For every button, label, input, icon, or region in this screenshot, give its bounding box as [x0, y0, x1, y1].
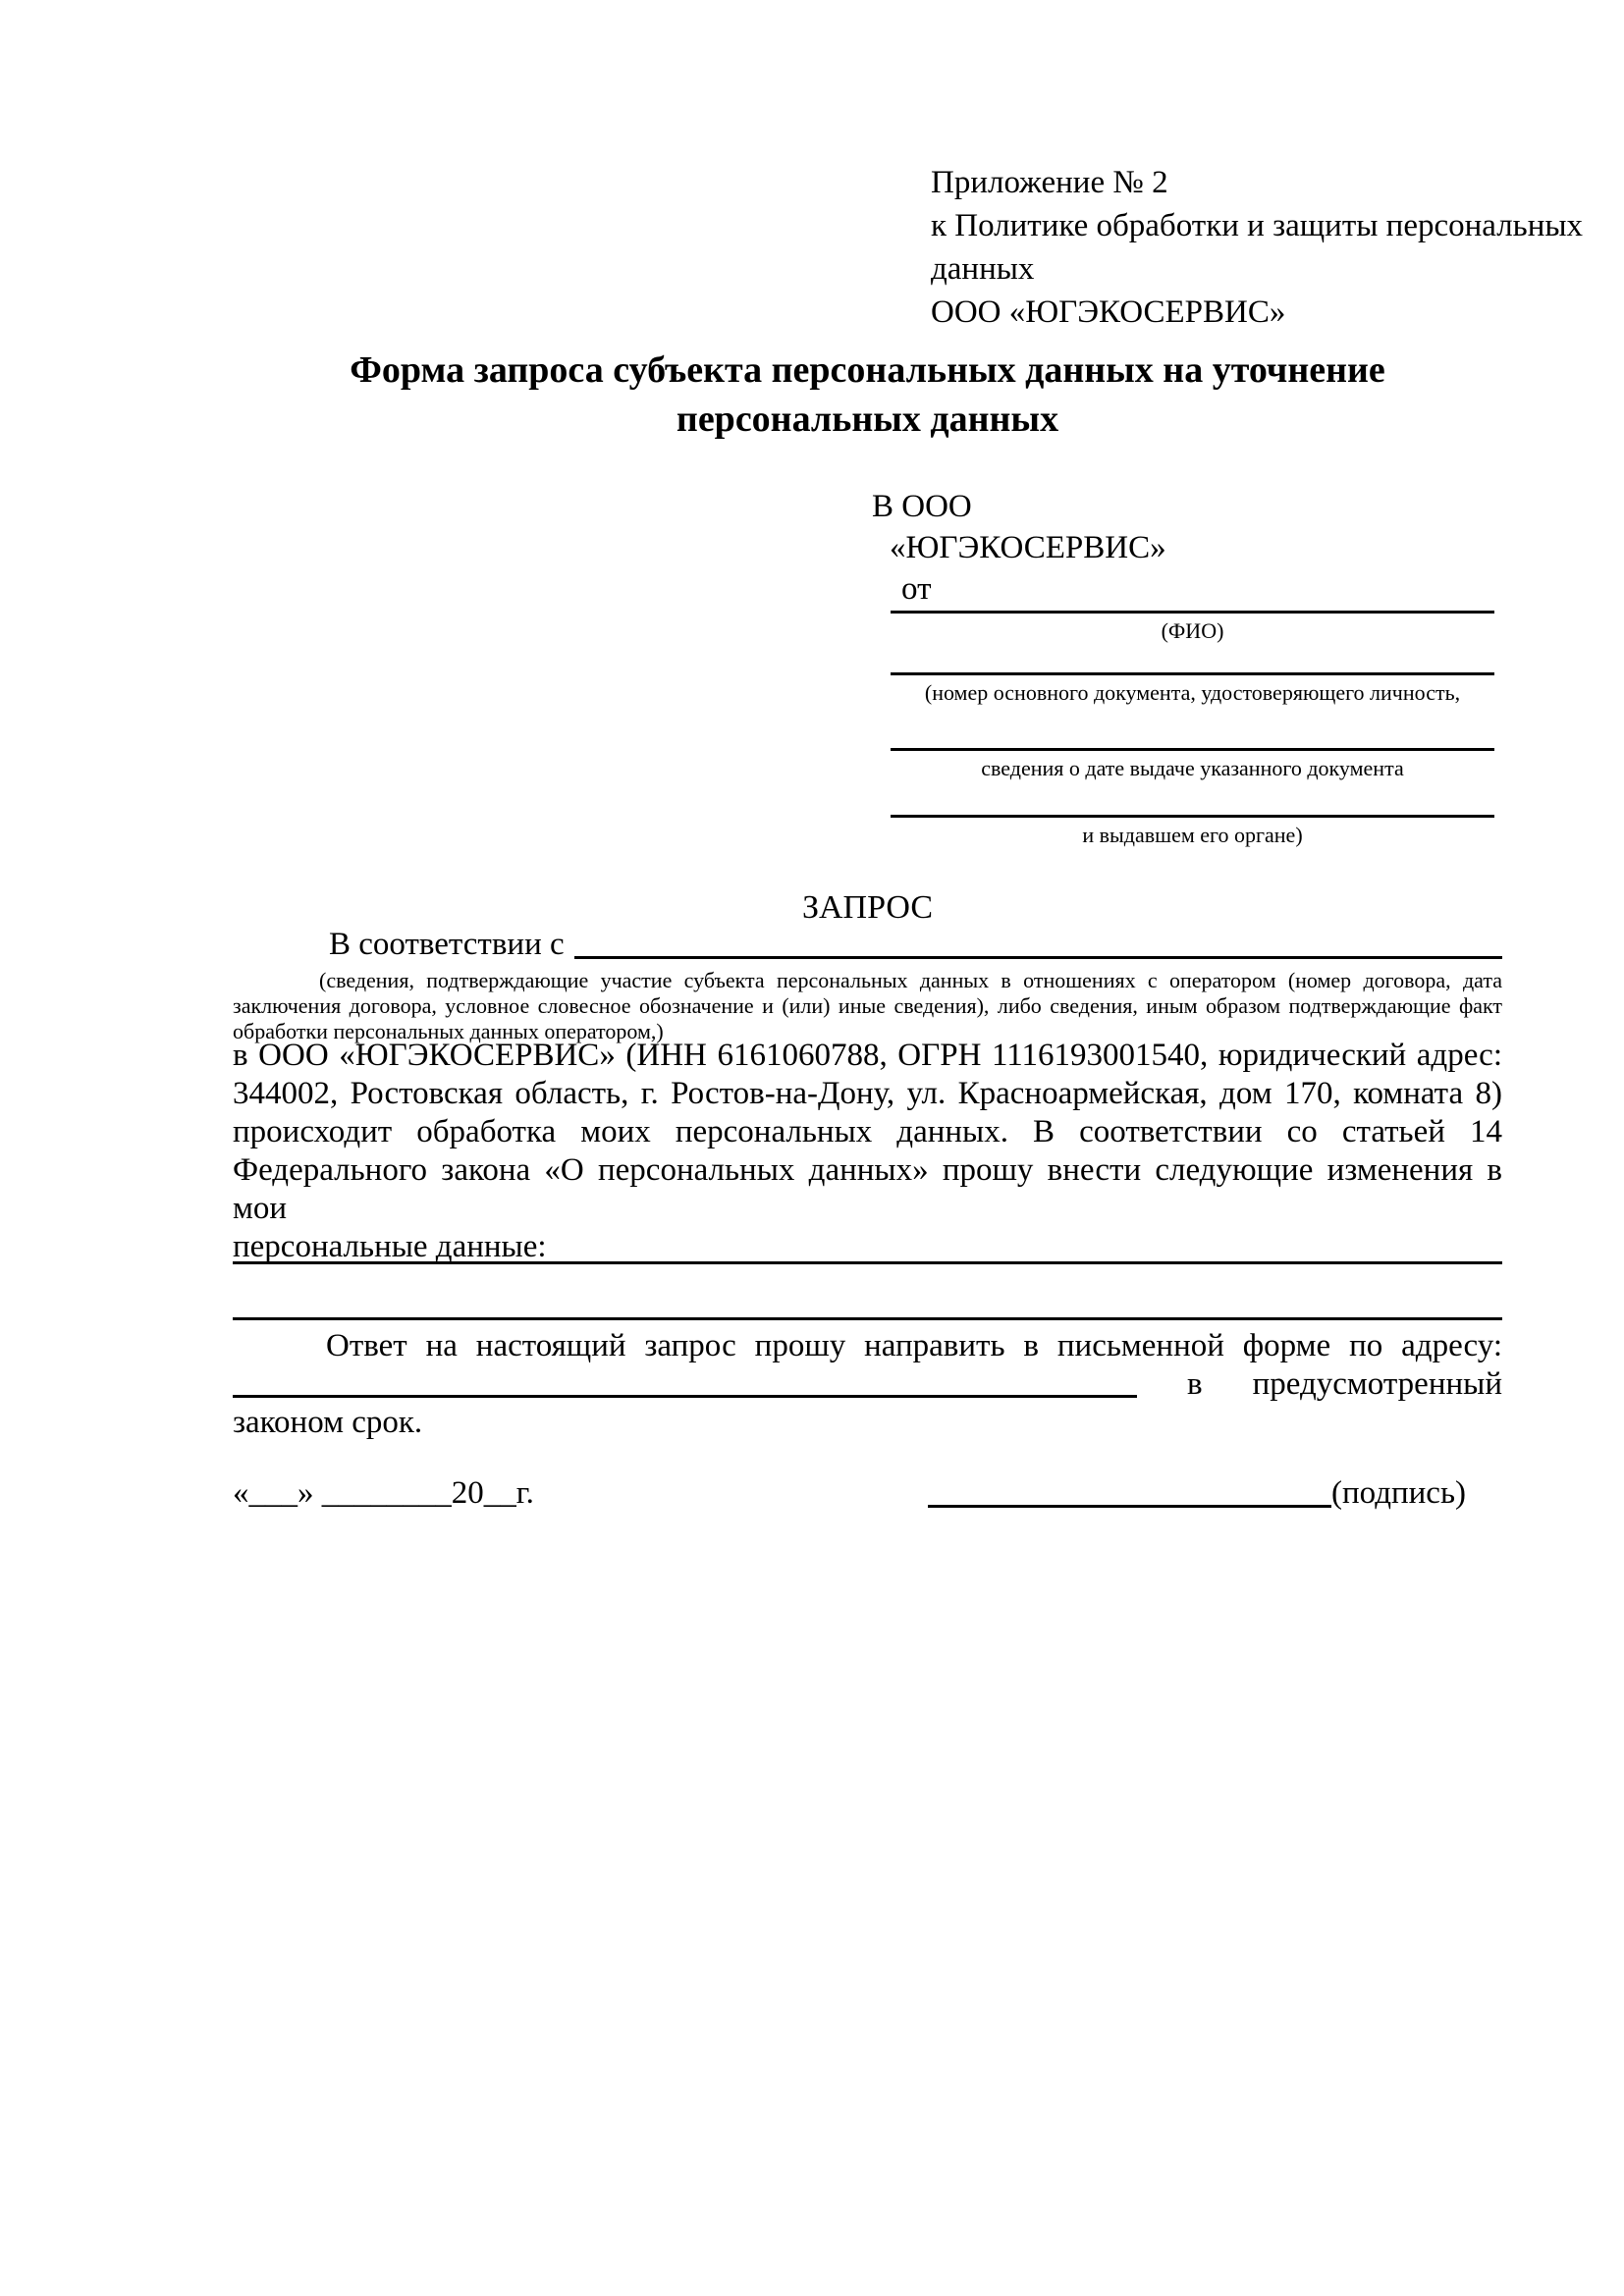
- reply-line-1: Ответ на настоящий запрос прошу направить в письменной форме по адресу:: [326, 1328, 1502, 1363]
- footnote: [233, 968, 1502, 1044]
- body-line: в ООО «ЮГЭКОСЕРВИС» (ИНН 6161060788, ОГРН 1116193001540, юридический адрес:: [233, 1038, 1502, 1073]
- addressee-from-label: от: [901, 571, 932, 607]
- body-line: Федерального закона «О персональных данных» прошу внести следующие изменения в мои: [233, 1152, 1502, 1226]
- doc-number-caption: (номер основного документа, удостоверяющего личность,: [924, 680, 1461, 705]
- intro-blank-line: [574, 956, 1502, 959]
- signature-group: [928, 1474, 1466, 1513]
- addressee-org-line: «ЮГЭКОСЕРВИС»: [890, 530, 1166, 565]
- request-heading: ЗАПРОС: [801, 889, 934, 926]
- issuer-caption: и выдавшем его органе): [1082, 823, 1303, 847]
- appendix-note-line: данных: [931, 251, 1035, 287]
- footnote-line: обработки персональных данных оператором,): [233, 1019, 664, 1043]
- changes-blank-line-1: [233, 1261, 1502, 1264]
- body-paragraph: [233, 1037, 1502, 1266]
- body-line: персональные данные:: [233, 1229, 547, 1264]
- document-title-line: персональных данных: [676, 399, 1059, 440]
- appendix-note: [931, 161, 1583, 334]
- intro-row: [233, 927, 1502, 962]
- body-line: 344002, Ростовская область, г. Ростов-на-Дону, ул. Красноармейская, дом 170, комната 8): [233, 1076, 1502, 1111]
- addressee-to-line: В ООО: [872, 489, 972, 524]
- reply-address-blank-line: [233, 1395, 1137, 1398]
- document-title-line: Форма запроса субъекта персональных данных на уточнение: [350, 349, 1385, 391]
- body-line: происходит обработка моих персональных данных. В соответствии со статьей 14: [233, 1114, 1502, 1149]
- appendix-note-line: к Политике обработки и защиты персональных: [931, 208, 1584, 243]
- doc-number-blank-line: [891, 672, 1494, 675]
- reply-line-2: [233, 1365, 1502, 1404]
- reply-word-term: предусмотренный: [1252, 1366, 1502, 1402]
- fio-blank-line: [891, 611, 1494, 614]
- fio-caption: (ФИО): [1161, 618, 1224, 643]
- appendix-note-line: ООО «ЮГЭКОСЕРВИС»: [931, 294, 1286, 330]
- footnote-line: заключения договора, условное словесное обозначение и (или) иные сведения), либо сведения, иным образом подтверждающие факт: [233, 993, 1502, 1018]
- signature-caption: (подпись): [1331, 1475, 1466, 1511]
- intro-prefix: В соответствии с: [329, 927, 565, 962]
- signature-blank-line: [928, 1505, 1331, 1508]
- footnote-line: (сведения, подтверждающие участие субъекта персональных данных в отношениях с оператором (номер договора, дата: [319, 968, 1502, 992]
- issue-date-blank-line: [891, 748, 1494, 751]
- document-title: [233, 346, 1502, 444]
- reply-word-in: в: [1187, 1366, 1203, 1402]
- changes-blank-line-2: [233, 1317, 1502, 1320]
- issue-date-caption: сведения о дате выдаче указанного документа: [981, 756, 1404, 780]
- issuer-blank-line: [891, 815, 1494, 818]
- reply-line-3: законом срок.: [233, 1405, 423, 1440]
- date-line: «___» ________20__г.: [233, 1475, 534, 1511]
- appendix-note-line: Приложение № 2: [931, 165, 1168, 200]
